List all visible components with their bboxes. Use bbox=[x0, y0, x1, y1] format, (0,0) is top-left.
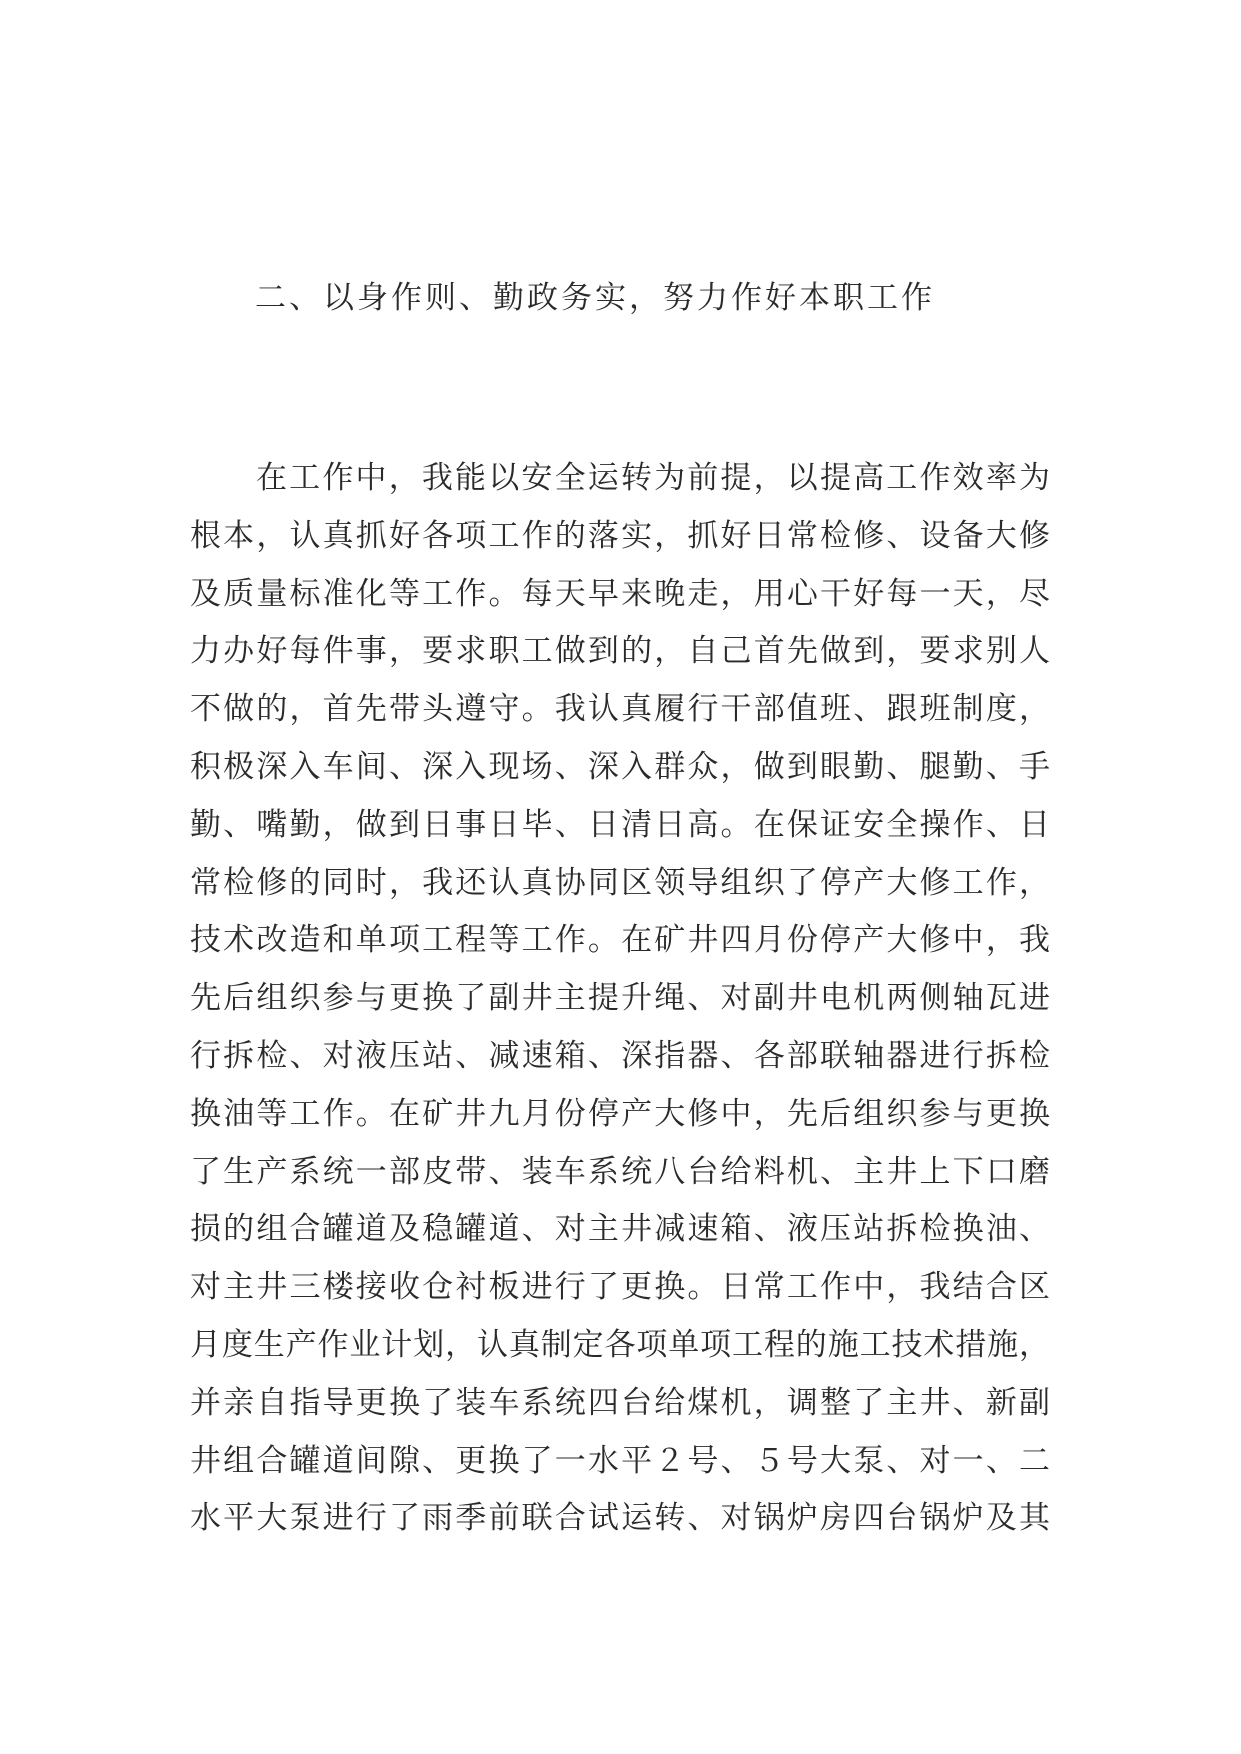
paragraph-line: 了生产系统一部皮带、装车系统八台给料机、主井上下口磨 bbox=[190, 1153, 1050, 1190]
paragraph-line: 对主井三楼接收仓衬板进行了更换。日常工作中，我结合区 bbox=[190, 1269, 1050, 1306]
paragraph-line: 换油等工作。在矿井九月份停产大修中，先后组织参与更换 bbox=[190, 1095, 1050, 1132]
paragraph-line: 先后组织参与更换了副井主提升绳、对副井电机两侧轴瓦进 bbox=[190, 980, 1050, 1017]
paragraph-line: 并亲自指导更换了装车系统四台给煤机，调整了主井、新副 bbox=[190, 1384, 1050, 1421]
paragraph-line: 勤、嘴勤，做到日事日毕、日清日高。在保证安全操作、日 bbox=[190, 806, 1050, 843]
paragraph-line: 在工作中，我能以安全运转为前提，以提高工作效率为 bbox=[256, 460, 1050, 496]
section-heading: 二、以身作则、勤政务实，努力作好本职工作 bbox=[255, 280, 935, 316]
paragraph-line: 行拆检、对液压站、减速箱、深指器、各部联轴器进行拆检 bbox=[190, 1037, 1050, 1074]
paragraph-line: 月度生产作业计划，认真制定各项单项工程的施工技术措施， bbox=[190, 1326, 1050, 1363]
paragraph-line: 积极深入车间、深入现场、深入群众，做到眼勤、腿勤、手 bbox=[190, 748, 1050, 785]
paragraph-line: 及质量标准化等工作。每天早来晚走，用心干好每一天，尽 bbox=[190, 575, 1050, 612]
paragraph-line: 力办好每件事，要求职工做到的，自己首先做到，要求别人 bbox=[190, 633, 1050, 670]
paragraph-line: 技术改造和单项工程等工作。在矿井四月份停产大修中，我 bbox=[190, 922, 1050, 959]
paragraph-line: 常检修的同时，我还认真协同区领导组织了停产大修工作， bbox=[190, 864, 1050, 901]
paragraph-line: 水平大泵进行了雨季前联合试运转、对锅炉房四台锅炉及其 bbox=[190, 1500, 1050, 1537]
body-paragraph bbox=[190, 450, 1050, 1548]
paragraph-line: 井组合罐道间隙、更换了一水平２号、５号大泵、对一、二 bbox=[190, 1442, 1050, 1479]
paragraph-line: 不做的，首先带头遵守。我认真履行干部值班、跟班制度， bbox=[190, 691, 1050, 728]
paragraph-line: 根本，认真抓好各项工作的落实，抓好日常检修、设备大修 bbox=[190, 517, 1050, 554]
paragraph-line: 损的组合罐道及稳罐道、对主井减速箱、液压站拆检换油、 bbox=[190, 1211, 1050, 1248]
